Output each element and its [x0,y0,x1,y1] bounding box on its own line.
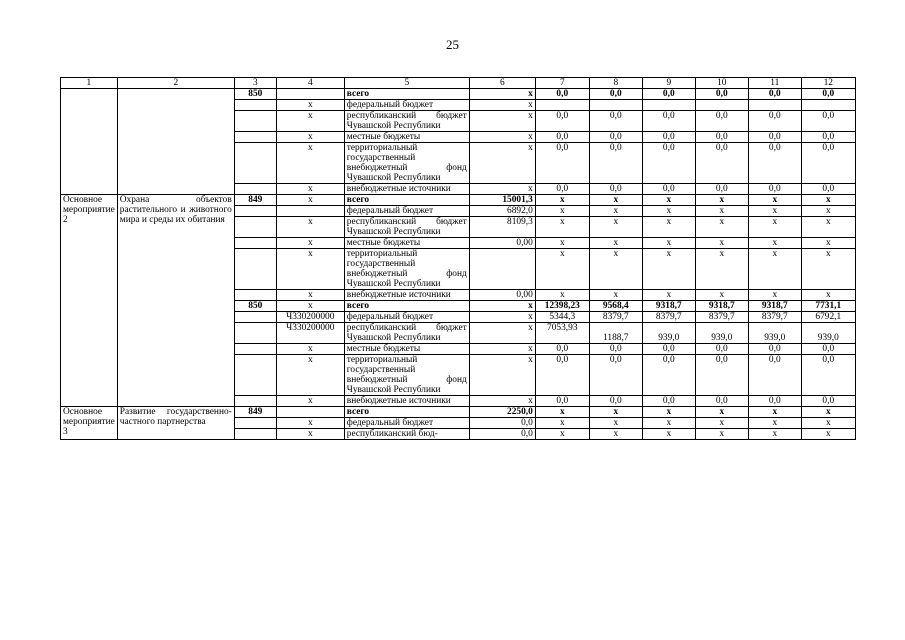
target-article-cell: х [276,355,344,396]
target-article-cell: х [276,249,344,290]
total-cell: 15001,3 [469,195,535,206]
funding-source-cell: всего [344,89,469,100]
year-value-cell: 0,0 [801,355,855,396]
funding-source-cell: всего [344,195,469,206]
year-value-cell: х [535,249,589,290]
total-cell: 0,00 [469,238,535,249]
year-value-cell: 0,0 [695,89,748,100]
year-value-cell: х [642,249,695,290]
year-value-cell: 7731,1 [801,301,855,312]
total-cell: х [469,301,535,312]
total-cell: 0,0 [469,429,535,440]
year-value-cell: 7053,93 [535,323,589,344]
year-value-cell: 1188,7 [589,323,642,344]
funding-source-cell: всего [344,407,469,418]
funding-source-cell: федеральный бюджет [344,100,469,111]
year-value-cell: 0,0 [642,111,695,132]
column-header: 9 [642,78,695,89]
year-value-cell: 0,0 [695,132,748,143]
total-cell: 2250,0 [469,407,535,418]
budget-table [60,77,856,440]
column-header: 12 [801,78,855,89]
year-value-cell: 0,0 [589,111,642,132]
admin-code-cell: 849 [234,407,276,418]
activity-name-cell: Развитие государственно-частного партнерства [117,407,234,440]
admin-code-cell [234,355,276,396]
year-value-cell: 0,0 [535,143,589,184]
target-article-cell: Ч330200000 [276,323,344,344]
year-value-cell: х [642,206,695,217]
year-value-cell [589,100,642,111]
year-value-cell: 0,0 [748,111,801,132]
year-value-cell: х [695,290,748,301]
total-cell: 8109,3 [469,217,535,238]
year-value-cell: 0,0 [642,184,695,195]
year-value-cell: х [535,418,589,429]
total-cell: х [469,396,535,407]
target-article-cell: х [276,290,344,301]
year-value-cell [695,100,748,111]
target-article-cell: х [276,184,344,195]
year-value-cell: 0,0 [535,132,589,143]
year-value-cell: 8379,7 [642,312,695,323]
year-value-cell: 0,0 [642,396,695,407]
target-article-cell: Ч330200000 [276,312,344,323]
table-row [61,89,856,100]
year-value-cell: 0,0 [535,89,589,100]
admin-code-cell [234,323,276,344]
total-cell: х [469,132,535,143]
year-value-cell: х [695,238,748,249]
admin-code-cell [234,111,276,132]
column-header: 8 [589,78,642,89]
admin-code-cell [234,217,276,238]
funding-source-cell: республиканский бюджет Чувашской Республики [344,111,469,132]
activity-code-cell: Основное мероприятие 2 [61,195,118,407]
column-header: 7 [535,78,589,89]
year-value-cell: х [642,429,695,440]
year-value-cell: 0,0 [748,355,801,396]
year-value-cell: 0,0 [748,143,801,184]
admin-code-cell: 849 [234,195,276,206]
year-value-cell: 8379,7 [748,312,801,323]
year-value-cell: х [695,407,748,418]
year-value-cell: х [535,217,589,238]
total-cell: х [469,100,535,111]
year-value-cell: 0,0 [801,89,855,100]
year-value-cell: х [695,195,748,206]
year-value-cell: 0,0 [695,355,748,396]
year-value-cell: х [801,217,855,238]
year-value-cell: 0,0 [748,89,801,100]
funding-source-cell: территориальный государственный внебюджетный фонд Чувашской Республики [344,355,469,396]
year-value-cell: 0,0 [695,396,748,407]
year-value-cell: х [695,249,748,290]
year-value-cell: х [801,249,855,290]
year-value-cell: х [748,290,801,301]
admin-code-cell: 850 [234,301,276,312]
admin-code-cell [234,396,276,407]
funding-source-cell: республиканский бюджет Чувашской Республики [344,217,469,238]
funding-source-cell: внебюджетные источники [344,184,469,195]
year-value-cell: 8379,7 [695,312,748,323]
target-article-cell [276,206,344,217]
year-value-cell: х [589,290,642,301]
year-value-cell: х [748,407,801,418]
year-value-cell: 0,0 [748,132,801,143]
year-value-cell: х [535,206,589,217]
year-value-cell [801,100,855,111]
admin-code-cell [234,143,276,184]
funding-source-cell: федеральный бюджет [344,206,469,217]
target-article-cell: х [276,418,344,429]
year-value-cell: 0,0 [589,132,642,143]
year-value-cell: 0,0 [695,184,748,195]
table-row [61,195,856,206]
year-value-cell: 0,0 [801,132,855,143]
year-value-cell: 0,0 [589,396,642,407]
year-value-cell: 939,0 [642,323,695,344]
year-value-cell: х [589,407,642,418]
target-article-cell: х [276,111,344,132]
year-value-cell: 6792,1 [801,312,855,323]
year-value-cell: 0,0 [642,344,695,355]
funding-source-cell: федеральный бюджет [344,312,469,323]
year-value-cell: х [695,217,748,238]
admin-code-cell [234,429,276,440]
column-header: 11 [748,78,801,89]
year-value-cell: х [801,290,855,301]
total-cell: 0,00 [469,290,535,301]
year-value-cell [748,100,801,111]
year-value-cell: 0,0 [535,344,589,355]
year-value-cell: х [589,429,642,440]
year-value-cell: х [801,238,855,249]
year-value-cell: 0,0 [589,184,642,195]
year-value-cell: х [748,195,801,206]
total-cell: 0,0 [469,418,535,429]
year-value-cell: 0,0 [642,89,695,100]
funding-source-cell: республиканский бюджет Чувашской Республики [344,323,469,344]
year-value-cell: 0,0 [748,396,801,407]
year-value-cell: 0,0 [589,355,642,396]
year-value-cell: 0,0 [535,355,589,396]
admin-code-cell [234,249,276,290]
year-value-cell: х [695,429,748,440]
year-value-cell: х [589,217,642,238]
column-header: 4 [276,78,344,89]
year-value-cell: х [642,407,695,418]
year-value-cell: х [589,195,642,206]
funding-source-cell: территориальный государственный внебюджетный фонд Чувашской Республики [344,143,469,184]
year-value-cell: х [535,407,589,418]
year-value-cell: 0,0 [801,344,855,355]
year-value-cell: х [801,407,855,418]
admin-code-cell [234,344,276,355]
column-header: 6 [469,78,535,89]
year-value-cell [535,100,589,111]
activity-name-cell [117,89,234,195]
column-header: 1 [61,78,118,89]
funding-source-cell: местные бюджеты [344,344,469,355]
year-value-cell: 0,0 [589,344,642,355]
year-value-cell: 12398,23 [535,301,589,312]
admin-code-cell [234,132,276,143]
admin-code-cell [234,206,276,217]
year-value-cell: х [748,238,801,249]
year-value-cell: х [801,418,855,429]
page-number: 25 [446,37,459,52]
year-value-cell: х [801,206,855,217]
funding-source-cell: внебюджетные источники [344,290,469,301]
year-value-cell: х [695,418,748,429]
year-value-cell: 0,0 [695,143,748,184]
year-value-cell: х [589,418,642,429]
year-value-cell: 0,0 [642,355,695,396]
year-value-cell: 9318,7 [695,301,748,312]
target-article-cell: х [276,195,344,206]
year-value-cell: 0,0 [748,344,801,355]
total-cell: х [469,355,535,396]
year-value-cell: х [535,195,589,206]
year-value-cell: 939,0 [695,323,748,344]
total-cell: х [469,312,535,323]
year-value-cell: 0,0 [748,184,801,195]
column-header: 3 [234,78,276,89]
year-value-cell: 939,0 [801,323,855,344]
activity-code-cell: Основное мероприятие 3 [61,407,118,440]
target-article-cell: х [276,217,344,238]
year-value-cell: х [535,290,589,301]
target-article-cell [276,89,344,100]
column-header: 10 [695,78,748,89]
year-value-cell: 0,0 [801,184,855,195]
target-article-cell: х [276,344,344,355]
year-value-cell: х [642,418,695,429]
table-row [61,407,856,418]
funding-source-cell: местные бюджеты [344,132,469,143]
total-cell: х [469,143,535,184]
target-article-cell: х [276,238,344,249]
total-cell: х [469,89,535,100]
year-value-cell: 8379,7 [589,312,642,323]
year-value-cell: х [748,418,801,429]
year-value-cell: х [695,206,748,217]
admin-code-cell [234,290,276,301]
total-cell: х [469,111,535,132]
admin-code-cell [234,238,276,249]
total-cell: 6892,0 [469,206,535,217]
total-cell [469,249,535,290]
year-value-cell: 0,0 [589,89,642,100]
year-value-cell: х [801,429,855,440]
total-cell: х [469,323,535,344]
year-value-cell: 0,0 [642,143,695,184]
target-article-cell: х [276,301,344,312]
year-value-cell: 0,0 [535,111,589,132]
admin-code-cell [234,418,276,429]
target-article-cell: х [276,396,344,407]
funding-source-cell: внебюджетные источники [344,396,469,407]
year-value-cell: х [589,206,642,217]
year-value-cell: 0,0 [589,143,642,184]
admin-code-cell [234,312,276,323]
year-value-cell: х [748,429,801,440]
activity-name-cell: Охрана объектов растительного и животного мира и среды их обитания [117,195,234,407]
total-cell: х [469,344,535,355]
year-value-cell: х [589,238,642,249]
year-value-cell: 9568,4 [589,301,642,312]
funding-source-cell: федеральный бюджет [344,418,469,429]
funding-source-cell: республиканский бюд- [344,429,469,440]
target-article-cell [276,407,344,418]
year-value-cell: 0,0 [535,184,589,195]
year-value-cell: 0,0 [801,396,855,407]
year-value-cell: 0,0 [642,132,695,143]
admin-code-cell [234,184,276,195]
admin-code-cell: 850 [234,89,276,100]
year-value-cell: х [642,217,695,238]
year-value-cell: х [642,195,695,206]
year-value-cell: х [642,290,695,301]
year-value-cell: х [748,206,801,217]
year-value-cell: 0,0 [801,111,855,132]
funding-source-cell: территориальный государственный внебюджетный фонд Чувашской Республики [344,249,469,290]
year-value-cell: 9318,7 [748,301,801,312]
target-article-cell: х [276,429,344,440]
year-value-cell: х [535,238,589,249]
funding-source-cell: всего [344,301,469,312]
year-value-cell: 0,0 [801,143,855,184]
year-value-cell [642,100,695,111]
total-cell: х [469,184,535,195]
header-row [61,78,856,89]
column-header: 2 [117,78,234,89]
year-value-cell: х [748,217,801,238]
admin-code-cell [234,100,276,111]
target-article-cell: х [276,143,344,184]
year-value-cell: 0,0 [695,111,748,132]
year-value-cell: х [748,249,801,290]
year-value-cell: х [589,249,642,290]
target-article-cell: х [276,100,344,111]
funding-source-cell: местные бюджеты [344,238,469,249]
year-value-cell: 939,0 [748,323,801,344]
year-value-cell: 9318,7 [642,301,695,312]
activity-code-cell [61,89,118,195]
year-value-cell: 5344,3 [535,312,589,323]
column-header: 5 [344,78,469,89]
year-value-cell: 0,0 [695,344,748,355]
year-value-cell: х [801,195,855,206]
year-value-cell: 0,0 [535,396,589,407]
target-article-cell: х [276,132,344,143]
year-value-cell: х [535,429,589,440]
year-value-cell: х [642,238,695,249]
